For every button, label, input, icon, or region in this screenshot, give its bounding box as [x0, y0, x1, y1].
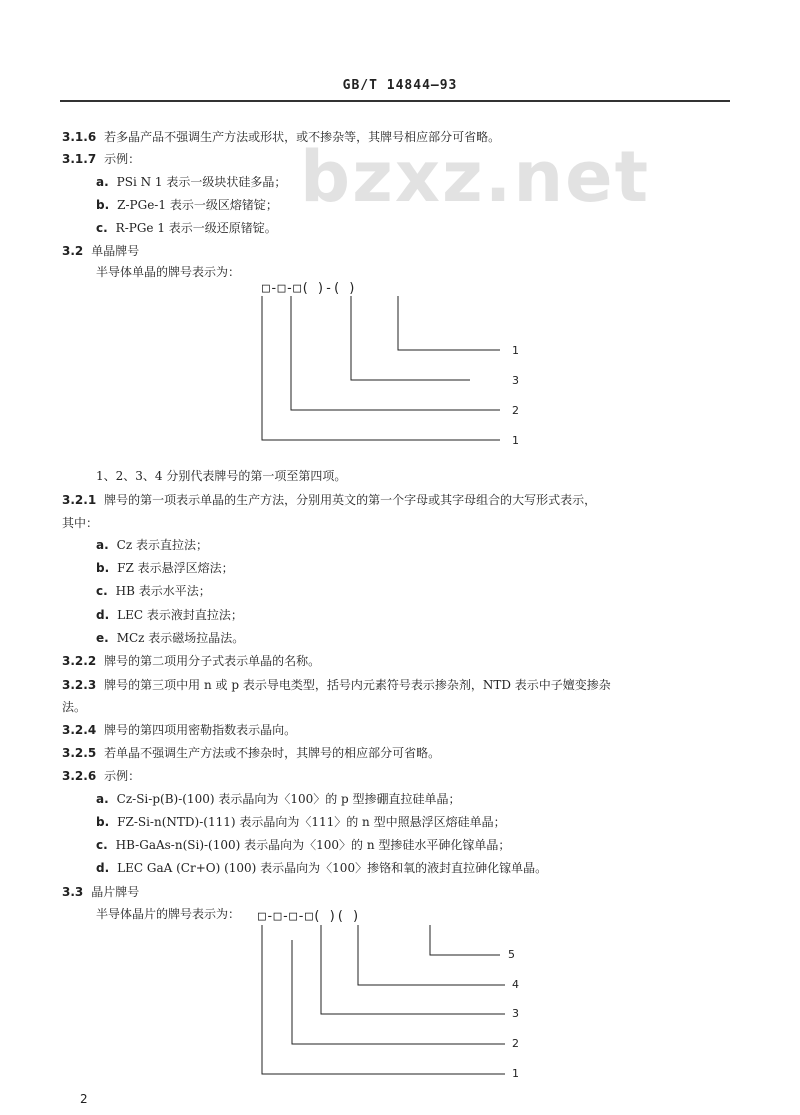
clause-number: b.	[96, 561, 110, 575]
clause-number: 3.2.2	[62, 654, 97, 668]
clause-number: 3.2.5	[62, 746, 97, 760]
clause-text: LEC GaA (Cr+O) (100) 表示晶向为〈100〉掺铬和氧的液封直拉砷化镓单晶。	[117, 861, 548, 875]
diagram2-label-4: 4	[512, 978, 519, 991]
clause-text: 单晶牌号	[91, 244, 140, 258]
clause-text: LEC 表示液封直拉法；	[117, 608, 243, 622]
diagram2-label-1: 1	[512, 1067, 519, 1080]
clause-text: FZ-Si-n(NTD)-(111) 表示晶向为〈111〉的 n 型中照悬浮区熔硅单晶；	[117, 815, 506, 829]
document-header: GB/T 14844—93	[342, 78, 458, 93]
clause-text: 牌号的第二项用分子式表示单晶的名称。	[104, 654, 321, 668]
clause-number: a.	[96, 792, 109, 806]
clause-text: 晶片牌号	[91, 885, 140, 899]
clause-number: b.	[96, 198, 110, 212]
single-crystal-notation-diagram	[262, 281, 519, 447]
diagram1-label-2: 2	[512, 404, 519, 417]
clause-text: 法。	[62, 700, 87, 714]
clause-text: R-PGe 1 表示一级还原锗锭。	[115, 221, 277, 235]
single-crystal-notation-format: □-□-□( )-( )	[262, 281, 356, 296]
clause-text: 若单晶不强调生产方法或不掺杂时，其牌号的相应部分可省略。	[104, 746, 441, 760]
diagram2-label-5: 5	[508, 948, 515, 961]
clause-text: MCz 表示磁场拉晶法。	[116, 631, 245, 645]
clause-text: 牌号的第三项中用 n 或 p 表示导电类型，括号内元素符号表示掺杂剂，NTD 表示中子嬗变掺杂	[104, 678, 611, 692]
clause-text: PSi N 1 表示一级块状硅多晶；	[116, 175, 287, 189]
clause-text: 1、2、3、4 分别代表牌号的第一项至第四项。	[96, 469, 347, 483]
clause-text: 其中：	[62, 516, 99, 530]
clause-text: 半导体单晶的牌号表示为：	[96, 265, 241, 279]
clause-number: d.	[96, 608, 110, 622]
clause-number: 3.2.1	[62, 493, 97, 507]
diagram1-label-3: 3	[512, 374, 519, 387]
clause-text: 牌号的第一项表示单晶的生产方法，分别用英文的第一个字母或其字母组合的大写形式表示，	[104, 493, 597, 507]
clause-number: 3.3	[62, 885, 84, 899]
clause-text: HB-GaAs-n(Si)-(100) 表示晶向为〈100〉的 n 型掺硅水平砷化镓单晶；	[115, 838, 511, 852]
clause-text: Cz 表示直拉法；	[116, 538, 208, 552]
clause-text: 若多晶产品不强调生产方法或形状，或不掺杂等，其牌号相应部分可省略。	[104, 130, 501, 144]
wafer-notation-diagram	[258, 909, 519, 1080]
watermark: bzxz.net	[300, 136, 651, 218]
clause-text: 半导体晶片的牌号表示为：	[96, 907, 241, 921]
clause-number: c.	[96, 838, 108, 852]
clause-number: c.	[96, 584, 108, 598]
clause-number: 3.2.3	[62, 678, 97, 692]
clause-number: 3.2.6	[62, 769, 97, 783]
clause-number: e.	[96, 631, 109, 645]
page-number: 2	[80, 1092, 88, 1106]
diagram1-label-1: 1	[512, 344, 519, 357]
clause-text: FZ 表示悬浮区熔法；	[117, 561, 234, 575]
clause-text: Cz-Si-p(B)-(100) 表示晶向为〈100〉的 p 型掺硼直拉硅单晶；	[116, 792, 461, 806]
diagram2-label-2: 2	[512, 1037, 519, 1050]
clause-number: a.	[96, 538, 109, 552]
wafer-notation-format: □-□-□-□( )( )	[258, 909, 360, 924]
diagram2-label-3: 3	[512, 1007, 519, 1020]
diagram1-label-1b: 1	[512, 434, 519, 447]
clause-text: HB 表示水平法；	[115, 584, 211, 598]
clause-number: 3.2.4	[62, 723, 97, 737]
clause-number: 3.1.7	[62, 152, 97, 166]
clause-text: 牌号的第四项用密勒指数表示晶向。	[104, 723, 297, 737]
clause-number: 3.2	[62, 244, 84, 258]
clause-number: d.	[96, 861, 110, 875]
clause-text: Z-PGe-1 表示一级区熔锗锭；	[117, 198, 278, 212]
clause-number: a.	[96, 175, 109, 189]
clause-text: 示例：	[104, 769, 141, 783]
clause-number: 3.1.6	[62, 130, 97, 144]
clause-number: c.	[96, 221, 108, 235]
clause-number: b.	[96, 815, 110, 829]
clause-text: 示例：	[104, 152, 141, 166]
